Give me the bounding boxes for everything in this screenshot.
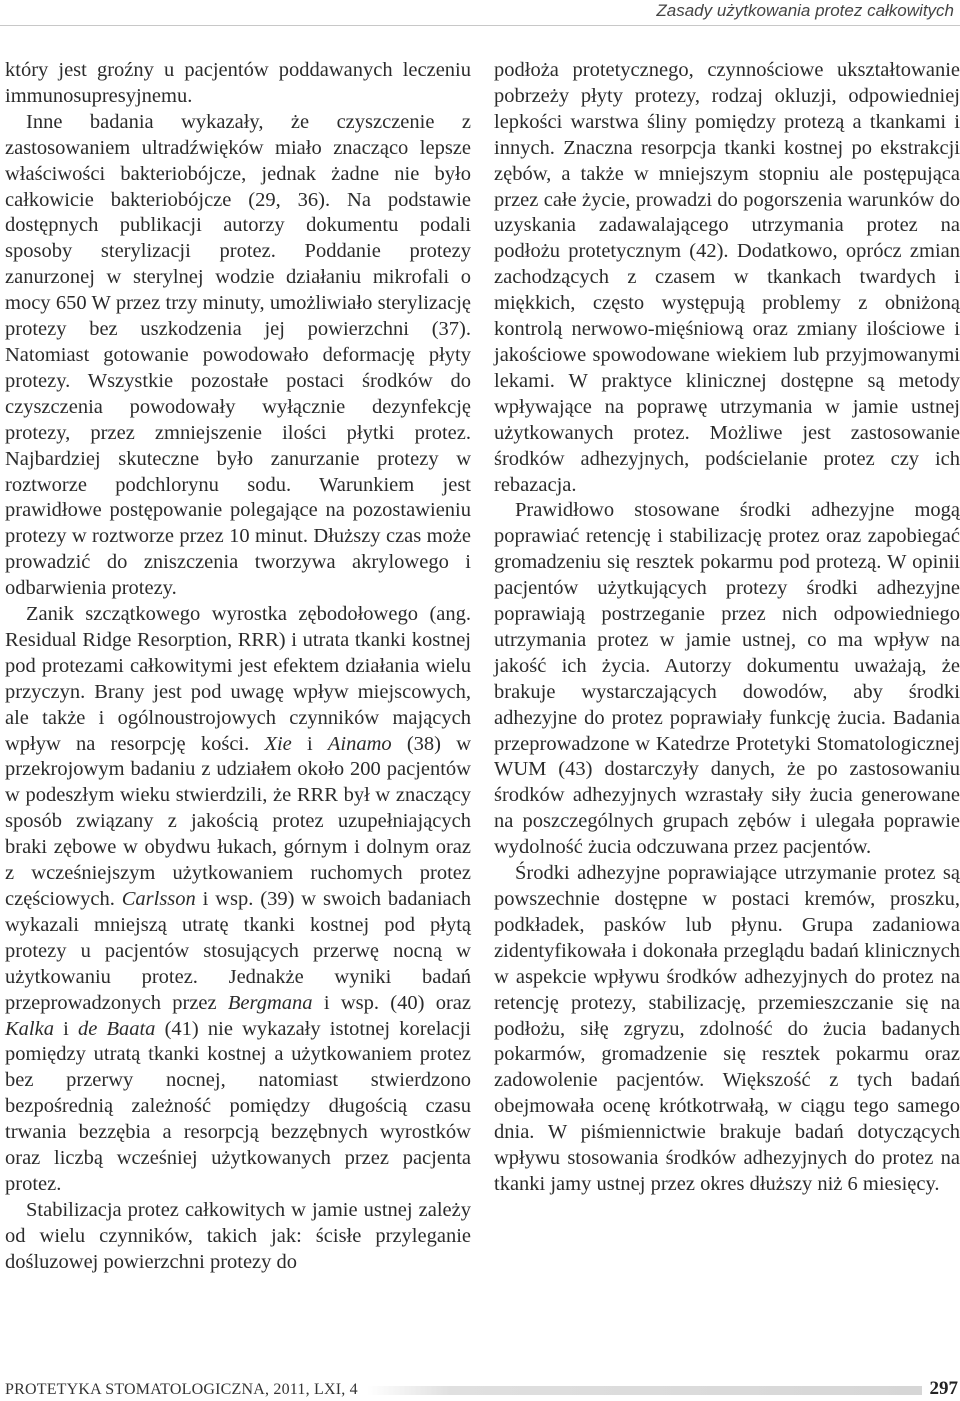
paragraph: Inne badania wykazały, że czyszczenie z zastosowaniem ultradźwięków miało znacząco lepsze właściwości bakteriobójcze, jednak żadne nie było całkowicie bakteriobójcze (29, 36). Na podstawie dostępnych publikacji autorzy dokumentu podali sposoby sterylizacji protez. Poddanie protezy zanurzonej w sterylnej wodzie działaniu mikrofali o mocy 650 W przez trzy minuty, umożliwiało sterylizację protezy bez uszkodzenia jej powierzchni (37). Natomiast gotowanie powodowało deformację płyty protezy. Wszystkie pozostałe postaci środków do czyszczenia powodowały wyłącznie dezynfekcję protezy, przez zmniejszenie ilości płytki protez. Najbardziej skuteczne było zanurzanie protezy w roztworze podchlorynu sodu. Warunkiem jest prawidłowe postępowanie polegające na pozostawieniu protezy w roztworze przez 10 minut. Dłuższy czas może prowadzić do zniszczenia tworzywa akrylowego i odbarwienia protezy.	[5, 110, 471, 600]
running-title: Zasady użytkowania protez całkowitych	[656, 1, 954, 20]
author-name: Xie	[264, 732, 292, 755]
paragraph: który jest groźny u pacjentów poddawanych leczeniu immunosupresyjnemu.	[5, 59, 471, 107]
text-run: i	[291, 732, 328, 755]
text-run: (38) w przekrojowym badaniu z udziałem około 200 pacjentów w podeszłym wieku stwierdzili, że RRR był w znaczący sposób związany z jakością protez uzupełniających braki zębowe w obydwu łukach, górnym i dolnym oraz z wcześniejszym użytkowaniem ruchomych protez częściowych.	[5, 732, 471, 910]
text-run: i	[53, 1017, 78, 1040]
page-number: 297	[929, 1378, 958, 1399]
author-name: Ainamo	[327, 732, 392, 755]
text-run: i wsp. (40) oraz	[312, 991, 471, 1014]
paragraph: Prawidłowo stosowane środki adhezyjne mogą poprawiać retencję i stabilizację protez oraz zapobiegać gromadzeniu się resztek pokarmu pod protezą. W opinii pacjentów użytkujących protezy środki adhezyjne poprawiają postrzeganie przez nich odpowiedniego utrzymania protez w jamie ustnej, co ma wpływ na jakość ich życia. Autorzy dokumentu uważają, że brakuje wystarczających dowodów, aby środki adhezyjne do protez poprawiały funkcję żucia. Badania przeprowadzone w Katedrze Protetyki Stomatologicznej WUM (43) dostarczyły danych, że po zastosowaniu środków adhezyjnych wzrastały siły żucia generowane na poszczególnych grupach zębów i ulegała poprawie wydolność żucia odczuwana przez pacjentów.	[494, 499, 960, 859]
text-run: (41) nie wykazały istotnej korelacji pomiędzy utratą tkanki kostnej a użytkowaniem protez bez przerwy nocnej, natomiast stwierdzono bezpośrednią zależność pomiędzy długością czasu trwania bezzębia a resorpcją bezzębnych wyrostków oraz liczbą wcześniej użytkowanych przez pacjenta protez.	[5, 1017, 471, 1195]
author-name: Kalka	[5, 1017, 54, 1040]
author-name: Bergmana	[227, 991, 313, 1014]
paragraph: Środki adhezyjne poprawiające utrzymanie protez są powszechnie dostępne w postaci kremów, proszku, podkładek, pasków lub płynu. Grupa zadaniowa zidentyfikowała i dokonała przeglądu badań klinicznych w aspekcie wpływu środków adhezyjnych do protez na retencję protezy, stabilizację, przemieszczanie się na podłożu, siłę zgryzu, zdolność do żucia badanych pokarmów, gromadzenie się resztek pokarmu oraz zadowolenie pacjentów. Większość z tych badań obejmowała ocenę krótkotrwałą, w ciągu tego samego dnia. W piśmiennictwie brakuje badań dotyczących wpływu stosowania środków adhezyjnych do protez na tkanki jamy ustnej przez okres dłuższy niż 6 miesięcy.	[494, 862, 960, 1195]
header-rule	[0, 25, 960, 26]
author-name: de Baata	[77, 1017, 156, 1040]
paragraph: podłoża protetycznego, czynnościowe ukształtowanie pobrzeży płyty protezy, rodzaj okluzji, odpowiedniej lepkości warstwa śliny pomiędzy protezą a tkankami i innych. Znaczna resorpcja tkanki kostnej po ekstrakcji zębów, a także w mniejszym stopniu ale postępująca przez całe życie, prowadzi do pogorszenia warunków do uzyskania zadawalającego utrzymania protez na podłożu protetycznym (42). Dodatkowo, oprócz zmian zachodzących z czasem w tkankach twardych i miękkich, często występują problemy z obniżoną kontrolą nerwowo-mięśniową oraz zmiany ilościowe i jakościowe spowodowane wiekiem lub przyjmowanymi lekami. W praktyce klinicznej dostępne są metody wpływające na poprawę utrzymania w jamie ustnej użytkowanych protez. Możliwe jest zastosowanie środków adhezyjnych, podścielanie protez czy ich rebazacja.	[494, 59, 960, 496]
paragraph	[5, 602, 471, 1198]
text-run: Zanik szczątkowego wyrostka zębodołowego (ang. Residual Ridge Resorption, RRR) i utrata tkanki kostnej pod protezami całkowitymi jest efektem działania wielu przyczyn. Brany jest pod uwagę wpływ miejscowych, ale także i ogólnoustrojowych czynników mających wpływ na resorpcję kości.	[5, 603, 471, 755]
journal-citation: PROTETYKA STOMATOLOGICZNA, 2011, LXI, 4	[5, 1381, 358, 1398]
right-column	[494, 58, 960, 1198]
paragraph: Stabilizacja protez całkowitych w jamie ustnej zależy od wielu czynników, takich jak: ścisłe przyleganie dośluzowej powierzchni protezy do	[5, 1198, 471, 1273]
text-run: i wsp. (39) w swoich badaniach wykazali mniejszą utratę tkanki kostnej pod płytą protezy u pacjentów stosujących przerwę nocną w użytkowaniu protez. Jednakże wyniki badań przeprowadzonych przez	[5, 888, 471, 1014]
author-name: Carlsson	[121, 888, 196, 910]
page-footer	[5, 1378, 958, 1401]
footer-bar	[367, 1386, 922, 1395]
left-column	[5, 58, 471, 1276]
